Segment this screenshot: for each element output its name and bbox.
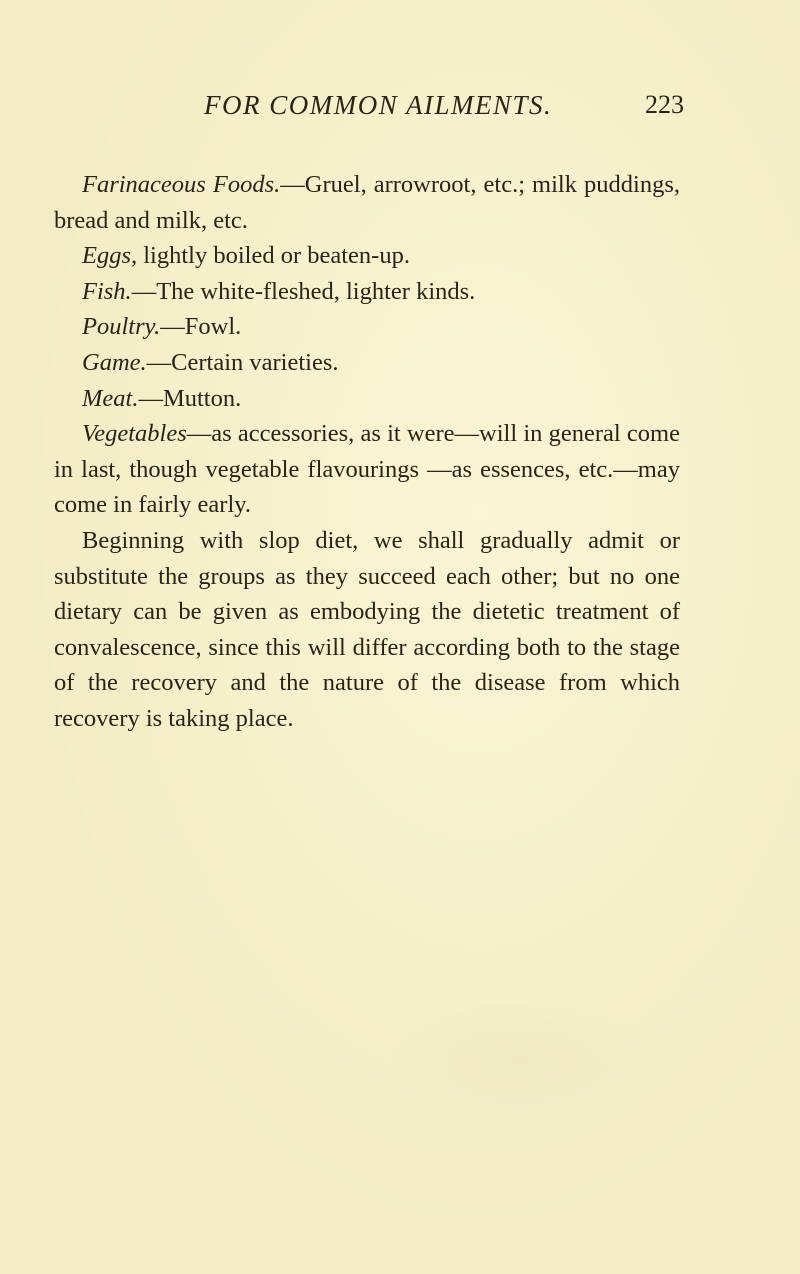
running-head	[0, 90, 800, 130]
entry-eggs	[54, 238, 680, 274]
entry-text: —Fowl.	[160, 313, 242, 341]
entry-text: —The white-fleshed, lighter kinds.	[131, 277, 476, 305]
page-number: 223	[645, 90, 684, 119]
entry-text: —Certain varieties.	[146, 348, 339, 376]
closing-paragraph: Beginning with slop diet, we shall gradually admit or substitute the groups as they succeed each other; but no one dietary can be given as embodying the dietetic treatment of convalescence, since this will differ according both to the stage of the recovery and the nature of the disease from which recovery is taking place.	[54, 526, 680, 732]
entry-game	[54, 345, 680, 381]
entry-fish	[54, 274, 680, 310]
entry-vegetables	[54, 416, 680, 523]
entry-text: lightly boiled or beaten-up.	[137, 242, 410, 270]
entry-lead: Meat.	[82, 384, 139, 412]
entry-lead: Eggs,	[82, 242, 138, 270]
entry-text: —as accessories, as it were—will in general come in last, though vegetable flavourings —as essences, etc.—may come in fairly early.	[54, 420, 680, 519]
entry-poultry	[54, 309, 680, 345]
entry-lead: Farinaceous Foods.	[82, 171, 281, 198]
entry-meat	[54, 381, 680, 417]
entry-lead: Poultry.	[82, 313, 161, 341]
entry-text: —Mutton.	[138, 384, 242, 412]
entry-lead: Vegetables	[82, 420, 187, 448]
entry-lead: Game.	[82, 348, 147, 376]
body-text	[54, 167, 680, 737]
running-title: FOR COMMON AILMENTS.	[204, 90, 553, 120]
entry-farinaceous-foods	[54, 167, 680, 238]
entry-lead: Fish.	[82, 277, 132, 305]
entry-text: —Gruel, arrowroot, etc.; milk puddings, bread and milk, etc.	[54, 171, 681, 234]
paper-smudge	[388, 1000, 648, 1120]
